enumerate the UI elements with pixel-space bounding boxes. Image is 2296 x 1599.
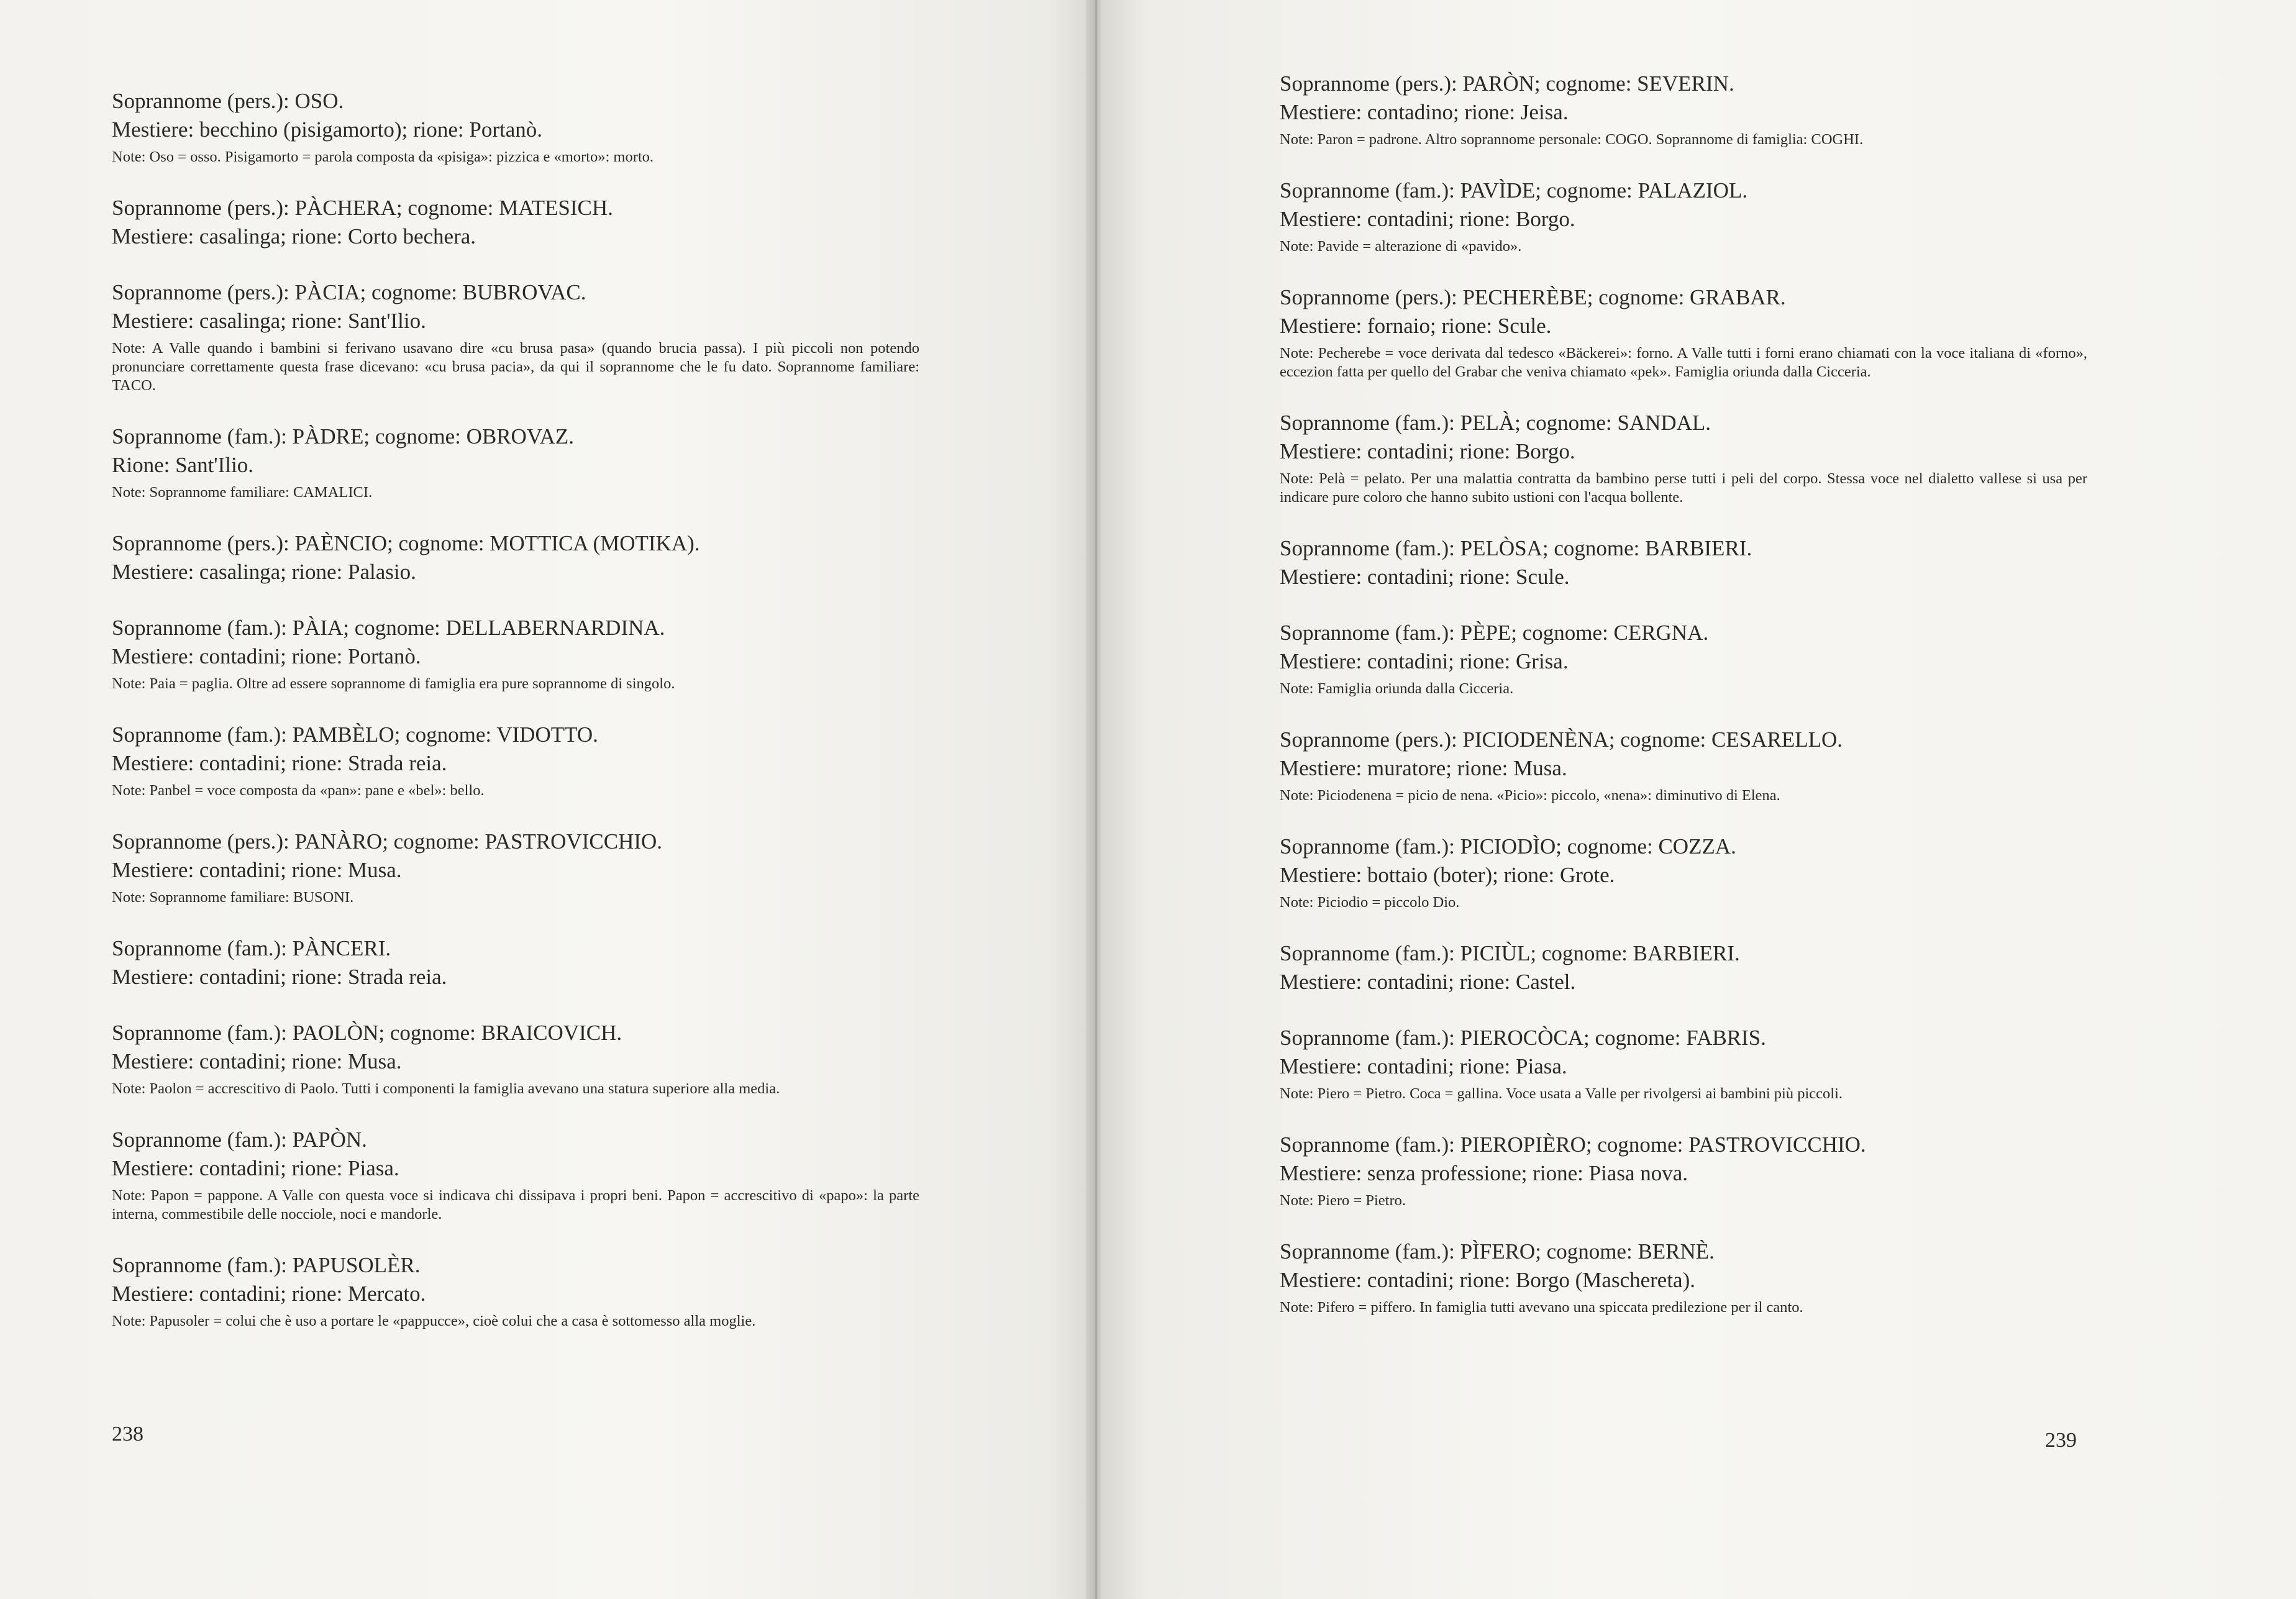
entry-heading: Soprannome (pers.): PICIODENÈNA; cognome: CESARELLO. bbox=[1280, 727, 1843, 752]
entry-heading: Soprannome (fam.): PELÒSA; cognome: BARBIERI. bbox=[1280, 536, 1752, 560]
entry-details: Mestiere: senza professione; rione: Piasa nova. bbox=[1280, 1161, 1688, 1185]
left-page bbox=[0, 0, 1093, 1599]
entry-details: Mestiere: contadini; rione: Mercato. bbox=[112, 1282, 426, 1306]
dictionary-entry bbox=[1280, 70, 2087, 149]
dictionary-entry bbox=[1280, 176, 2087, 256]
dictionary-entry bbox=[1280, 409, 2087, 507]
entry-note: Note: Papon = pappone. A Valle con questa voce si indicava chi dissipava i propri beni. Papon = accrescitivo di «papo»: la parte interna, commestibile delle nocciole, noci e mandorle. bbox=[112, 1187, 919, 1223]
entry-details: Mestiere: contadini; rione: Strada reia. bbox=[112, 751, 447, 775]
entry-details: Mestiere: muratore; rione: Musa. bbox=[1280, 756, 1567, 780]
dictionary-entry bbox=[112, 87, 919, 166]
dictionary-entry bbox=[112, 827, 919, 907]
entry-note: Note: Piciodio = piccolo Dio. bbox=[1280, 894, 1460, 911]
dictionary-entry bbox=[1280, 832, 2087, 912]
entry-heading: Soprannome (fam.): PAOLÒN; cognome: BRAICOVICH. bbox=[112, 1021, 622, 1045]
entry-heading: Soprannome (pers.): PECHERÈBE; cognome: GRABAR. bbox=[1280, 285, 1786, 309]
entry-heading: Soprannome (pers.): PÀCIA; cognome: BUBROVAC. bbox=[112, 280, 586, 304]
page-number-right: 239 bbox=[2045, 1429, 2077, 1452]
entry-heading: Soprannome (fam.): PÈPE; cognome: CERGNA. bbox=[1280, 621, 1709, 645]
entry-heading: Soprannome (fam.): PIEROPIÈRO; cognome: PASTROVICCHIO. bbox=[1280, 1132, 1866, 1157]
entry-details: Mestiere: contadini; rione: Piasa. bbox=[112, 1156, 399, 1180]
right-entries bbox=[1280, 70, 2087, 1344]
entry-details: Mestiere: fornaio; rione: Scule. bbox=[1280, 314, 1552, 338]
dictionary-entry bbox=[112, 1126, 919, 1224]
entry-note: Note: Paron = padrone. Altro soprannome personale: COGO. Soprannome di famiglia: COGHI. bbox=[1280, 131, 1864, 148]
entry-note: Note: Pavide = alterazione di «pavido». bbox=[1280, 238, 1522, 255]
entry-details: Mestiere: casalinga; rione: Palasio. bbox=[112, 560, 416, 584]
dictionary-entry bbox=[112, 614, 919, 693]
dictionary-entry bbox=[112, 529, 919, 586]
entry-heading: Soprannome (fam.): PELÀ; cognome: SANDAL. bbox=[1280, 411, 1711, 435]
entry-note: Note: Paia = paglia. Oltre ad essere soprannome di famiglia era pure soprannome di singolo. bbox=[112, 675, 675, 692]
entry-heading: Soprannome (pers.): PÀCHERA; cognome: MATESICH. bbox=[112, 196, 613, 220]
entry-details: Mestiere: casalinga; rione: Sant'Ilio. bbox=[112, 309, 426, 333]
entry-details: Mestiere: contadini; rione: Musa. bbox=[112, 858, 402, 882]
entry-details: Mestiere: contadini; rione: Piasa. bbox=[1280, 1054, 1567, 1078]
dictionary-entry bbox=[1280, 1131, 2087, 1210]
dictionary-entry bbox=[112, 194, 919, 251]
entry-heading: Soprannome (fam.): PICIÙL; cognome: BARBIERI. bbox=[1280, 941, 1740, 965]
entry-note: Note: Piciodenena = picio de nena. «Picio»: piccolo, «nena»: diminutivo di Elena. bbox=[1280, 787, 1780, 804]
entry-heading: Soprannome (pers.): OSO. bbox=[112, 89, 344, 113]
dictionary-entry bbox=[112, 422, 919, 502]
entry-details: Mestiere: contadini; rione: Borgo (Maschereta). bbox=[1280, 1268, 1695, 1292]
dictionary-entry bbox=[112, 721, 919, 800]
entry-note: Note: Piero = Pietro. bbox=[1280, 1192, 1406, 1209]
entry-heading: Soprannome (fam.): PIEROCÒCA; cognome: FABRIS. bbox=[1280, 1026, 1766, 1050]
entry-heading: Soprannome (fam.): PAMBÈLO; cognome: VIDOTTO. bbox=[112, 722, 598, 747]
entry-note: Note: Paolon = accrescitivo di Paolo. Tutti i componenti la famiglia avevano una statura superiore alla media. bbox=[112, 1080, 780, 1097]
dictionary-entry bbox=[1280, 534, 2087, 591]
entry-details: Mestiere: contadini; rione: Castel. bbox=[1280, 970, 1576, 994]
entry-heading: Soprannome (pers.): PAÈNCIO; cognome: MOTTICA (MOTIKA). bbox=[112, 531, 700, 555]
entry-note: Note: Famiglia oriunda dalla Cicceria. bbox=[1280, 680, 1514, 697]
entry-note: Note: Soprannome familiare: CAMALICI. bbox=[112, 484, 373, 501]
dictionary-entry bbox=[112, 278, 919, 395]
entry-details: Mestiere: contadini; rione: Portanò. bbox=[112, 644, 421, 668]
entry-details: Mestiere: becchino (pisigamorto); rione: Portanò. bbox=[112, 117, 543, 142]
dictionary-entry bbox=[1280, 1237, 2087, 1317]
entry-details: Mestiere: bottaio (boter); rione: Grote. bbox=[1280, 863, 1615, 887]
entry-heading: Soprannome (fam.): PÀDRE; cognome: OBROVAZ. bbox=[112, 424, 575, 449]
entry-note: Note: Panbel = voce composta da «pan»: pane e «bel»: bello. bbox=[112, 782, 485, 799]
entry-details: Mestiere: casalinga; rione: Corto bechera. bbox=[112, 224, 476, 248]
entry-note: Note: Pecherebe = voce derivata dal tedesco «Bäckerei»: forno. A Valle tutti i forni erano chiamati con la voce italiana di «forno», eccezion fatta per quello del Grabar che veniva chiamato «pek». Famiglia oriunda dalla Cicceria. bbox=[1280, 345, 2087, 380]
entry-heading: Soprannome (pers.): PARÒN; cognome: SEVERIN. bbox=[1280, 71, 1734, 96]
dictionary-entry bbox=[1280, 939, 2087, 996]
entry-heading: Soprannome (fam.): PÀNCERI. bbox=[112, 936, 391, 960]
entry-note: Note: Pifero = piffero. In famiglia tutti avevano una spiccata predilezione per il canto. bbox=[1280, 1299, 1803, 1316]
entry-heading: Soprannome (fam.): PÌFERO; cognome: BERNÈ. bbox=[1280, 1239, 1715, 1264]
dictionary-entry bbox=[112, 1251, 919, 1331]
dictionary-entry bbox=[1280, 283, 2087, 381]
entry-note: Note: Pelà = pelato. Per una malattia contratta da bambino perse tutti i peli del corpo. Stessa voce nel dialetto vallese si usa per indicare pure coloro che hanno subito ustioni con l'acqua bollente. bbox=[1280, 470, 2087, 506]
entry-heading: Soprannome (fam.): PICIODÌO; cognome: COZZA. bbox=[1280, 834, 1736, 859]
entry-details: Mestiere: contadino; rione: Jeisa. bbox=[1280, 100, 1569, 124]
entry-details: Mestiere: contadini; rione: Musa. bbox=[112, 1049, 402, 1073]
left-entries bbox=[112, 87, 919, 1358]
entry-note: Note: A Valle quando i bambini si ferivano usavano dire «cu brusa pasa» (quando brucia passa). I più piccoli non potendo pronunciare correttamente questa frase dicevano: «cu brusa pacia», da qui il soprannome che le fu dato. Soprannome familiare: TACO. bbox=[112, 340, 919, 394]
entry-details: Mestiere: contadini; rione: Borgo. bbox=[1280, 439, 1575, 463]
dictionary-entry bbox=[1280, 619, 2087, 698]
entry-note: Note: Oso = osso. Pisigamorto = parola composta da «pisiga»: pizzica e «morto»: morto. bbox=[112, 148, 654, 165]
entry-details: Mestiere: contadini; rione: Strada reia. bbox=[112, 965, 447, 989]
entry-details: Mestiere: contadini; rione: Grisa. bbox=[1280, 649, 1569, 673]
entry-heading: Soprannome (fam.): PÀIA; cognome: DELLABERNARDINA. bbox=[112, 616, 665, 640]
dictionary-entry bbox=[112, 934, 919, 991]
entry-heading: Soprannome (fam.): PAPUSOLÈR. bbox=[112, 1253, 421, 1277]
dictionary-entry bbox=[112, 1019, 919, 1098]
entry-note: Note: Papusoler = colui che è uso a portare le «pappucce», cioè colui che a casa è sottomesso alla moglie. bbox=[112, 1313, 756, 1329]
entry-details: Rione: Sant'Ilio. bbox=[112, 453, 253, 477]
dictionary-entry bbox=[1280, 1024, 2087, 1103]
page-number-left: 238 bbox=[112, 1423, 144, 1446]
dictionary-entry bbox=[1280, 726, 2087, 805]
entry-heading: Soprannome (fam.): PAVÌDE; cognome: PALAZIOL. bbox=[1280, 178, 1748, 203]
entry-heading: Soprannome (fam.): PAPÒN. bbox=[112, 1128, 367, 1152]
entry-details: Mestiere: contadini; rione: Scule. bbox=[1280, 565, 1570, 589]
entry-note: Note: Soprannome familiare: BUSONI. bbox=[112, 889, 354, 906]
entry-details: Mestiere: contadini; rione: Borgo. bbox=[1280, 207, 1575, 231]
entry-note: Note: Piero = Pietro. Coca = gallina. Voce usata a Valle per rivolgersi ai bambini più piccoli. bbox=[1280, 1085, 1843, 1102]
entry-heading: Soprannome (pers.): PANÀRO; cognome: PASTROVICCHIO. bbox=[112, 829, 663, 854]
